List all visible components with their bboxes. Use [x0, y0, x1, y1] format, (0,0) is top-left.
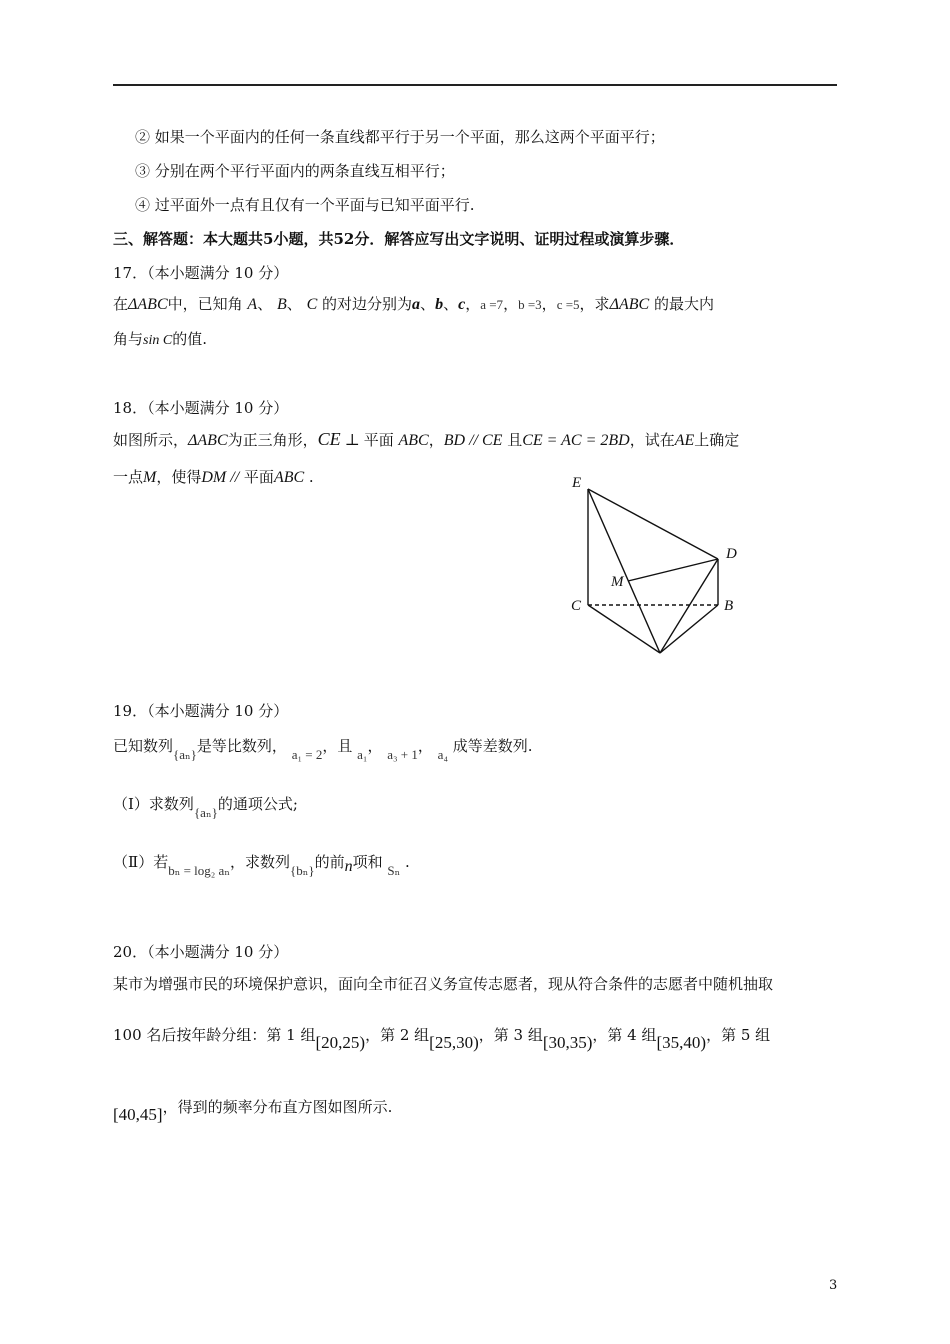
edge-BA — [660, 605, 718, 653]
math-eq: CE = AC = 2BD — [522, 432, 630, 449]
math-a: a — [412, 296, 421, 313]
q17-text: ， — [503, 295, 519, 313]
math-eq-c: c =5 — [556, 297, 580, 312]
q17-text: 、 — [286, 295, 302, 313]
q18-text: 上确定 — [694, 431, 740, 449]
math-a4: a₄ — [437, 747, 448, 762]
q19-line1 — [113, 735, 533, 762]
q20-line1: 某市为增强市民的环境保护意识，面向全市征召义务宣传志愿者，现从符合条件的志愿者中随机抽取 — [113, 975, 774, 993]
q19-text: . — [405, 853, 410, 871]
math-eq-b: b =3 — [518, 297, 542, 312]
q17-text: 在 — [113, 295, 129, 313]
math-CE: CE — [317, 429, 341, 449]
math-M: M — [143, 469, 157, 486]
q18-line2 — [113, 466, 314, 489]
interval-1: [20,25) — [315, 1033, 366, 1052]
page-number: 3 — [829, 1278, 838, 1293]
math-triangle: ΔABC — [609, 296, 650, 313]
q19-text: （Ⅰ）求数列 — [113, 795, 194, 813]
q17-text: 角与 — [113, 330, 144, 348]
q20-text: ，得到的频率分布直方图如图所示. — [162, 1098, 393, 1116]
math-seq-a: {aₙ} — [193, 805, 218, 820]
q18-text: 为正三角形， — [227, 431, 318, 449]
q20-text: ，第 3 组 — [478, 1026, 543, 1044]
statement-3: ③ 分别在两个平行平面内的两条直线互相平行； — [135, 162, 455, 180]
q17-text: 中，已知角 — [167, 295, 243, 313]
q17-text: 的对边分别为 — [322, 295, 413, 313]
q18-text: 一点 — [113, 468, 144, 486]
q17-text: 、 — [443, 295, 459, 313]
q18-text: ，使得 — [156, 468, 202, 486]
edge-ED — [588, 489, 718, 559]
math-c: c — [458, 296, 466, 313]
math-a1: a₁ — [357, 747, 368, 762]
q19-text: 的通项公式; — [217, 795, 298, 813]
q19-text: ， — [367, 737, 383, 755]
q18-text: 平面 — [243, 468, 274, 486]
math-triangle: ΔABC — [128, 296, 168, 313]
q19-text: 的前 — [314, 853, 345, 871]
interval-3: [30,35) — [542, 1033, 593, 1052]
q17-text: ， — [541, 295, 557, 313]
math-sinC: sin C — [143, 333, 173, 348]
q19-text: ，求数列 — [229, 853, 290, 871]
math-eq-a: a =7 — [480, 297, 504, 312]
math-seq-b: {bₙ} — [289, 863, 315, 878]
q18-text: ， — [428, 431, 444, 449]
q17-header: 17．（本小题满分 10 分） — [113, 264, 289, 282]
q17-text: 的值. — [172, 330, 207, 348]
q18-text: ，试在 — [629, 431, 675, 449]
section-heading: 三、解答题：本大题共5小题，共52分．解答应写出文字说明、证明过程或演算步骤． — [113, 230, 685, 248]
q20-line3 — [113, 1096, 393, 1124]
math-a3-plus-1: a₃ + 1 — [387, 747, 418, 762]
q17-text: ， — [465, 295, 481, 313]
edge-MD — [628, 559, 718, 581]
math-ABC: ABC — [273, 469, 305, 486]
math-AE: AE — [674, 432, 695, 449]
q19-header: 19．（本小题满分 10 分） — [113, 702, 289, 720]
q19-text: 成等差数列. — [452, 737, 533, 755]
label-M: M — [611, 574, 624, 590]
geometry-figure — [560, 470, 760, 665]
q19-part2 — [113, 851, 410, 878]
interval-2: [25,30) — [429, 1033, 479, 1052]
label-B: B — [724, 598, 734, 614]
math-n: n — [344, 858, 353, 875]
q19-part1 — [113, 793, 298, 820]
label-E: E — [572, 475, 582, 491]
math-perp: ⊥ — [340, 432, 364, 449]
q19-text: 是等比数列， — [196, 737, 287, 755]
q19-text: 项和 — [352, 853, 383, 871]
math-ABC: ABC — [398, 432, 429, 449]
label-D: D — [726, 546, 737, 562]
math-A: A — [247, 296, 258, 313]
q19-text: ，且 — [322, 737, 353, 755]
q17-text: 、 — [420, 295, 436, 313]
math-C: C — [306, 296, 318, 313]
math-BD-CE: BD // CE — [443, 432, 503, 449]
q18-header: 18．（本小题满分 10 分） — [113, 399, 289, 417]
q18-text: 平面 — [363, 431, 394, 449]
math-triangle: ΔABC — [188, 432, 228, 449]
q18-text: 且 — [507, 431, 523, 449]
header-rule — [113, 84, 837, 86]
q20-text: ，第 2 组 — [365, 1026, 430, 1044]
q20-line2 — [113, 1024, 771, 1052]
statement-2: ② 如果一个平面内的任何一条直线都平行于另一个平面，那么这两个平面平行； — [135, 128, 665, 146]
edge-DA — [660, 559, 718, 653]
math-b: b — [435, 296, 444, 313]
math-seq-a: {aₙ} — [173, 747, 197, 762]
q19-text: （Ⅱ）若 — [113, 853, 169, 871]
q17-line2 — [113, 328, 207, 352]
q17-line1 — [113, 293, 714, 316]
math-DM: DM // — [201, 469, 240, 486]
q17-text: 、 — [257, 295, 273, 313]
q18-text: 如图所示， — [113, 431, 189, 449]
statement-4: ④ 过平面外一点有且仅有一个平面与已知平面平行. — [135, 196, 475, 214]
q19-text: 已知数列 — [113, 737, 174, 755]
q18-line1 — [113, 428, 739, 452]
q20-text: 100 名后按年龄分组：第 1 组 — [113, 1026, 316, 1044]
q19-text: ， — [417, 737, 433, 755]
q20-text: ，第 4 组 — [592, 1026, 657, 1044]
math-Sn: Sₙ — [387, 863, 401, 878]
q17-text: 的最大内 — [653, 295, 714, 313]
label-C: C — [571, 598, 582, 614]
interval-4: [35,40) — [656, 1033, 707, 1052]
interval-5: [40,45] — [113, 1105, 163, 1124]
q18-text: . — [304, 468, 314, 486]
math-a1-eq: a₁ = 2 — [291, 747, 323, 762]
math-B: B — [277, 296, 287, 313]
math-bn-def: bₙ = log₂ aₙ — [168, 863, 230, 878]
q20-header: 20．（本小题满分 10 分） — [113, 943, 289, 961]
q17-text: ，求 — [579, 295, 610, 313]
q20-text: ，第 5 组 — [706, 1026, 771, 1044]
